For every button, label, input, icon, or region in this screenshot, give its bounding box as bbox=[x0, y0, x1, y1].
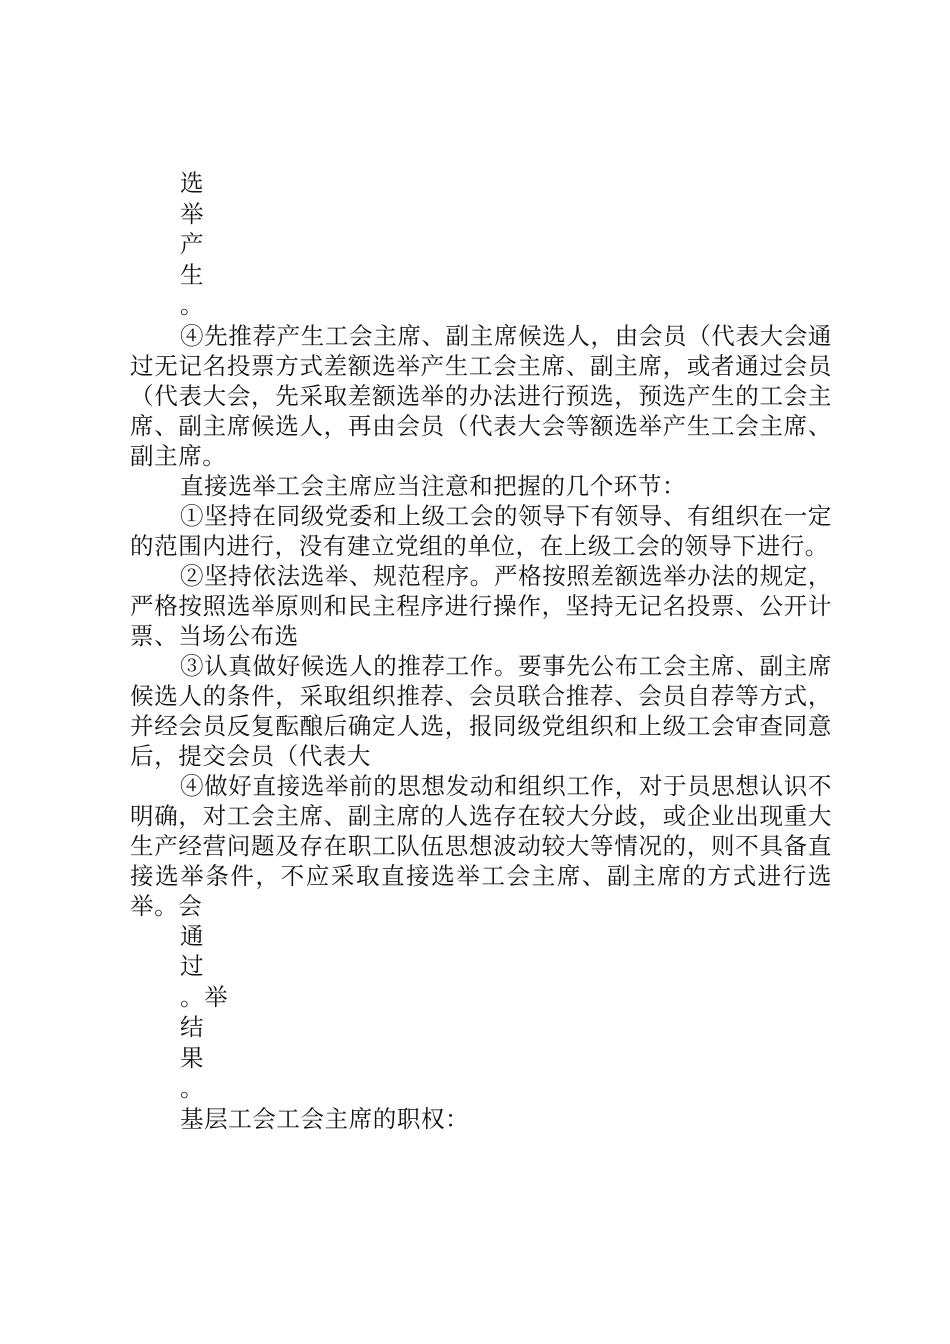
document-page bbox=[130, 168, 832, 1134]
vertical-char: 。 bbox=[180, 1074, 205, 1102]
paragraph-point-4: ④做好直接选举前的思想发动和组织工作，对于员思想认识不明确，对工会主席、副主席的人选存在较大分歧，或企业出现重大生产经营问题及存在职工队伍思想波动较大等情况的，则不具备直接选举条件，不应采取直接选举工会主席、副主席的方式进行选举。会 bbox=[130, 771, 832, 920]
vertical-char: 结 bbox=[180, 1013, 205, 1041]
vertical-char: 产 bbox=[180, 230, 205, 258]
vertical-char: 举 bbox=[180, 199, 205, 228]
paragraph-point-2: ②坚持依法选举、规范程序。严格按照差额选举办法的规定，严格按照选举原则和民主程序进行操作，坚持无记名投票、公开计票、当场公布选 bbox=[130, 561, 832, 650]
vertical-char: 生 bbox=[180, 260, 205, 289]
vertical-char: 。举 bbox=[180, 982, 229, 1011]
vertical-char: 果 bbox=[180, 1043, 205, 1072]
paragraph-chairman-powers-heading: 基层工会工会主席的职权： bbox=[180, 1104, 470, 1133]
vertical-char: 通 bbox=[180, 921, 205, 950]
vertical-char: 选 bbox=[180, 169, 205, 197]
paragraph-point-3: ③认真做好候选人的推荐工作。要事先公布工会主席、副主席候选人的条件，采取组织推荐、会员联合推荐、会员自荐等方式，并经会员反复酝酿后确定人选，报同级党组织和上级工会审查同意后，提交会员（代表大 bbox=[130, 651, 832, 770]
vertical-text-bottom bbox=[130, 921, 832, 1104]
vertical-char: 。 bbox=[180, 291, 205, 319]
paragraph-candidate-nomination: ④先推荐产生工会主席、副主席候选人，由会员（代表大会通过无记名投票方式差额选举产生工会主席、副主席，或者通过会员（代表大会，先采取差额选举的办法进行预选，预选产生的工会主席、副主席候选人，再由会员（代表大会等额选举产生工会主席、副主席。 bbox=[130, 321, 832, 470]
vertical-char: 过 bbox=[180, 952, 205, 980]
vertical-text-top bbox=[130, 168, 832, 321]
paragraph-key-points-heading: 直接选举工会主席应当注意和把握的几个环节： bbox=[180, 471, 687, 500]
paragraph-point-1: ①坚持在同级党委和上级工会的领导下有领导、有组织在一定的范围内进行，没有建立党组的单位，在上级工会的领导下进行。 bbox=[130, 501, 832, 560]
